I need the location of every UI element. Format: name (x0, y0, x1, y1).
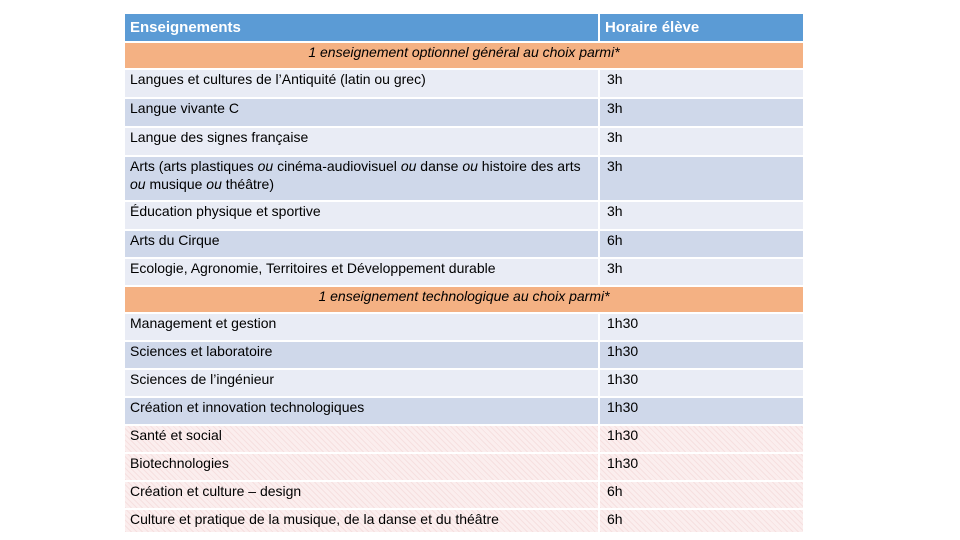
hours-cell: 3h (599, 127, 804, 156)
label-part-ou: ou (462, 158, 478, 174)
hours-cell: 1h30 (599, 369, 804, 397)
table-row (124, 201, 804, 230)
hours-cell: 1h30 (599, 313, 804, 341)
table-row (124, 127, 804, 156)
subject-cell: Management et gestion (124, 313, 599, 341)
header-hours: Horaire élève (599, 13, 804, 42)
label-part: théâtre) (221, 176, 274, 192)
label-part: Arts (arts plastiques (130, 158, 258, 174)
table-row (124, 98, 804, 127)
subject-cell: Culture et pratique de la musique, de la danse et du théâtre (124, 509, 599, 533)
subject-cell: Sciences de l’ingénieur (124, 369, 599, 397)
table-row (124, 258, 804, 286)
section-techno-row (124, 286, 804, 313)
subject-cell: Santé et social (124, 425, 599, 453)
table-row (124, 69, 804, 98)
label-part: cinéma-audiovisuel (273, 158, 401, 174)
table-row (124, 453, 804, 481)
hours-cell: 3h (599, 156, 804, 201)
section-techno-title: 1 enseignement technologique au choix parmi* (124, 286, 804, 313)
hours-cell: 3h (599, 258, 804, 286)
table-row (124, 425, 804, 453)
table-row (124, 509, 804, 533)
label-part-ou: ou (206, 176, 222, 192)
header-row (124, 13, 804, 42)
section-general-title: 1 enseignement optionnel général au choix parmi* (124, 42, 804, 69)
subject-cell: Arts du Cirque (124, 230, 599, 258)
options-table (123, 12, 805, 534)
label-part: histoire des arts (477, 158, 581, 174)
subject-cell: Création et innovation technologiques (124, 397, 599, 425)
hours-cell: 1h30 (599, 341, 804, 369)
table-row (124, 230, 804, 258)
hours-cell: 6h (599, 481, 804, 509)
subject-cell: Langues et cultures de l’Antiquité (latin ou grec) (124, 69, 599, 98)
hours-cell: 6h (599, 230, 804, 258)
hours-cell: 1h30 (599, 397, 804, 425)
table-row (124, 156, 804, 201)
label-part-ou: ou (257, 158, 274, 174)
subject-cell: Création et culture – design (124, 481, 599, 509)
subject-cell: Biotechnologies (124, 453, 599, 481)
subject-cell: Langue des signes française (124, 127, 599, 156)
table-row (124, 481, 804, 509)
hours-cell: 3h (599, 98, 804, 127)
label-part: danse (416, 158, 463, 174)
hours-cell: 3h (599, 69, 804, 98)
hours-cell: 1h30 (599, 425, 804, 453)
hours-cell: 1h30 (599, 453, 804, 481)
subject-cell: Ecologie, Agronomie, Territoires et Développement durable (124, 258, 599, 286)
subject-cell (124, 156, 599, 201)
hours-cell: 6h (599, 509, 804, 533)
table-row (124, 313, 804, 341)
subject-cell: Langue vivante C (124, 98, 599, 127)
table-row (124, 369, 804, 397)
hours-cell: 3h (599, 201, 804, 230)
subject-cell: Sciences et laboratoire (124, 341, 599, 369)
label-part-ou: ou (400, 158, 417, 174)
subject-cell: Éducation physique et sportive (124, 201, 599, 230)
section-general-row (124, 42, 804, 69)
header-subject: Enseignements (124, 13, 599, 42)
table-row (124, 341, 804, 369)
table-row (124, 397, 804, 425)
label-part-ou: ou (130, 176, 146, 192)
label-part: musique (145, 176, 207, 192)
